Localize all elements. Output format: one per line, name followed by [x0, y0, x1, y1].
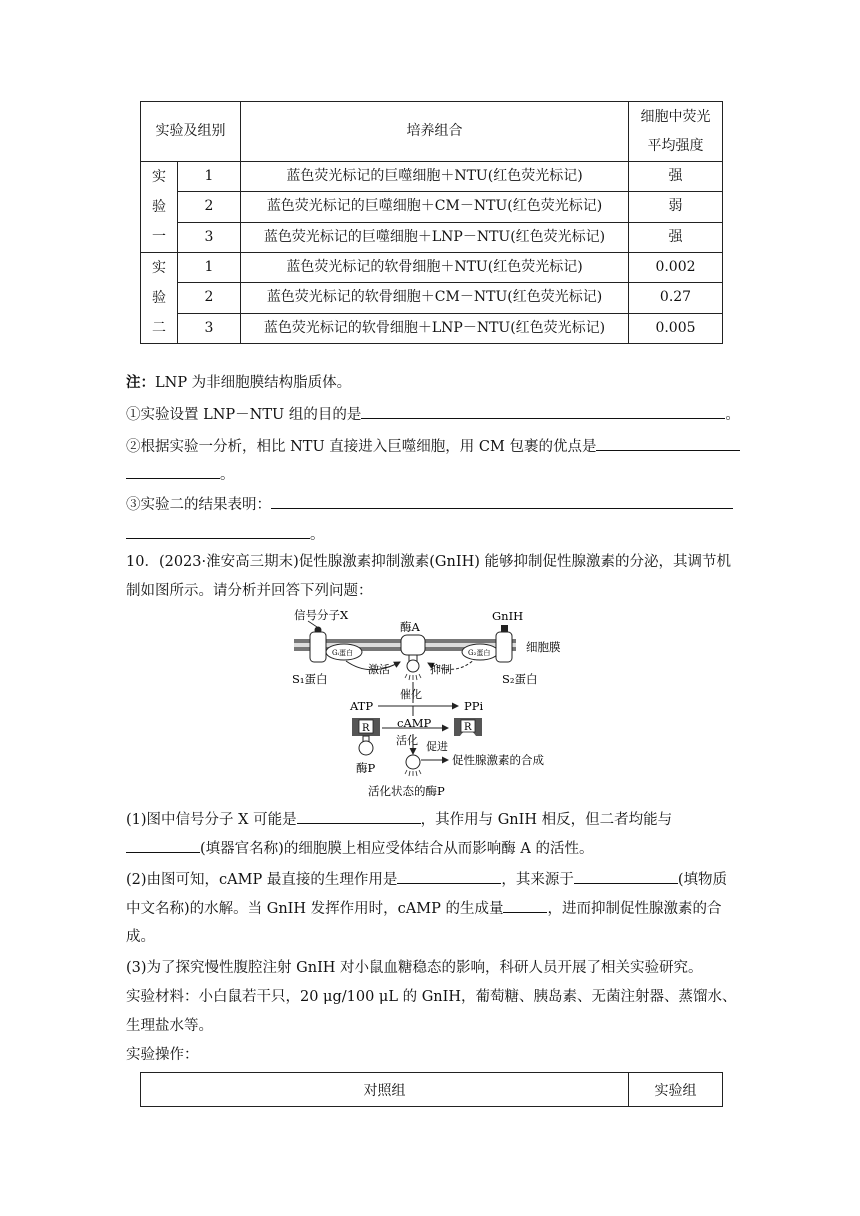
gi-label: Gᵢ蛋白	[332, 649, 353, 657]
sub-question-3	[126, 957, 703, 979]
header-text: 平均强度	[647, 137, 704, 154]
row-number: 3	[178, 313, 241, 343]
materials-line-2	[126, 1015, 213, 1037]
question-text: (3)为了探究慢性腹腔注射 GnIH 对小鼠血糖稳态的影响，科研人员开展了相关实验研究。	[126, 960, 703, 976]
materials-text: 生理盐水等。	[126, 1018, 213, 1034]
table-row	[141, 283, 723, 313]
enzyme-a-label: 酶A	[400, 620, 420, 634]
question-text: (填器官名称)的细胞膜上相应受体结合从而影响酶 A 的活性。	[200, 841, 594, 857]
table-row	[141, 222, 723, 252]
experiment-table	[140, 101, 723, 344]
intensity-cell: 0.002	[629, 253, 723, 283]
answer-blank[interactable]	[397, 867, 501, 884]
table-header-row	[141, 1073, 723, 1107]
combination-cell: 蓝色荧光标记的软骨细胞＋CM－NTU(红色荧光标记)	[241, 283, 629, 313]
row-number: 3	[178, 222, 241, 252]
punctuation: 。	[725, 407, 740, 423]
header-cell: 实验组	[629, 1073, 723, 1107]
problem-text: 制如图所示。请分析并回答下列问题：	[126, 583, 373, 599]
active-enzyme-p	[406, 755, 420, 769]
catalyze-label: 催化	[400, 688, 422, 701]
group-label-char: 二	[152, 320, 166, 336]
question-text: ，其作用与 GnIH 相反，但二者均能与	[420, 812, 673, 828]
answer-blank[interactable]	[596, 434, 740, 451]
enzyme-p	[359, 741, 373, 755]
row-number: 1	[178, 253, 241, 283]
answer-blank[interactable]	[297, 807, 421, 824]
question-2-cont	[126, 462, 235, 486]
s2-receptor	[496, 632, 512, 662]
s1-receptor	[310, 632, 326, 662]
header-cell: 培养组合	[241, 102, 629, 162]
note-line	[126, 372, 351, 394]
group-label-char: 实	[152, 169, 166, 185]
table-row	[141, 162, 723, 192]
materials-line	[126, 986, 737, 1008]
active-p-rays	[405, 770, 421, 776]
question-text: ，进而抑制促性腺激素的合	[547, 901, 722, 917]
note-label: 注：	[126, 374, 155, 391]
group-label	[141, 162, 178, 253]
question-text: (1)图中信号分子 X 可能是	[126, 812, 297, 828]
intensity-cell: 0.27	[629, 283, 723, 313]
intensity-cell: 弱	[629, 192, 723, 222]
activate-label: 激活	[368, 663, 390, 676]
ppi-label: PPi	[464, 699, 484, 713]
question-text: (填物质	[677, 872, 728, 888]
table-header-row	[141, 102, 723, 162]
signal-pathway-diagram	[280, 606, 580, 801]
question-text: ②根据实验一分析，相比 NTU 直接进入巨噬细胞，用 CM 包裹的优点是	[126, 439, 597, 455]
group-label-char: 实	[152, 260, 166, 276]
promote-label: 促进	[426, 740, 448, 753]
row-number: 2	[178, 283, 241, 313]
question-3-cont	[126, 522, 325, 546]
g2-label: G₂蛋白	[468, 649, 491, 657]
signal-x-label: 信号分子X	[294, 608, 349, 622]
question-text: ①实验设置 LNP－NTU 组的目的是	[126, 407, 362, 423]
enzyme-p-label: 酶P	[356, 761, 376, 775]
operation-table	[140, 1072, 723, 1107]
operation-label: 实验操作：	[126, 1047, 199, 1063]
membrane-label: 细胞膜	[526, 640, 561, 654]
problem-10-line1	[126, 551, 731, 573]
s1-label: S₁蛋白	[292, 672, 328, 686]
header-text: 细胞中荧光	[640, 108, 711, 125]
question-text: (2)由图可知，cAMP 最直接的生理作用是	[126, 872, 398, 888]
row-number: 1	[178, 162, 241, 192]
group-label-char: 验	[152, 199, 166, 215]
atp-label: ATP	[350, 699, 374, 713]
answer-blank[interactable]	[126, 462, 220, 479]
problem-10-line2	[126, 580, 373, 602]
question-1	[126, 402, 740, 426]
combination-cell: 蓝色荧光标记的巨噬细胞＋NTU(红色荧光标记)	[241, 162, 629, 192]
header-cell: 对照组	[141, 1073, 629, 1107]
question-text: ③实验二的结果表明：	[126, 497, 271, 513]
r-label: R	[464, 722, 472, 733]
punctuation: 。	[220, 467, 235, 483]
sub-question-1	[126, 807, 672, 831]
camp-label: cAMP	[397, 716, 432, 730]
activation-label: 活化	[396, 734, 418, 747]
operation-line	[126, 1044, 199, 1066]
question-text: ，其来源于	[501, 872, 574, 888]
inhibit-label: 抑制	[430, 663, 452, 676]
combination-cell: 蓝色荧光标记的巨噬细胞＋CM－NTU(红色荧光标记)	[241, 192, 629, 222]
answer-blank[interactable]	[574, 867, 678, 884]
header-cell	[629, 102, 723, 162]
intensity-cell: 强	[629, 222, 723, 252]
question-text: 成。	[126, 929, 155, 945]
combination-cell: 蓝色荧光标记的软骨细胞＋LNP－NTU(红色荧光标记)	[241, 313, 629, 343]
combination-cell: 蓝色荧光标记的巨噬细胞＋LNP－NTU(红色荧光标记)	[241, 222, 629, 252]
answer-blank[interactable]	[126, 836, 200, 853]
sub-question-1-cont	[126, 836, 594, 860]
active-p-label: 活化状态的酶P	[368, 784, 445, 798]
answer-blank[interactable]	[361, 402, 725, 419]
table-row	[141, 253, 723, 283]
question-text: 中文名称)的水解。当 GnIH 发挥作用时，cAMP 的生成量	[126, 901, 504, 917]
header-cell: 实验及组别	[141, 102, 241, 162]
answer-blank[interactable]	[271, 492, 733, 509]
gnih-label: GnIH	[492, 609, 524, 623]
group-label	[141, 253, 178, 344]
r-label: R	[362, 723, 370, 734]
intensity-cell: 强	[629, 162, 723, 192]
materials-text: 实验材料：小白鼠若干只，20 μg/100 μL 的 GnIH，葡萄糖、胰岛素、无菌注射器、蒸馏水、	[126, 989, 737, 1005]
question-2	[126, 434, 740, 458]
combination-cell: 蓝色荧光标记的软骨细胞＋NTU(红色荧光标记)	[241, 253, 629, 283]
note-text: LNP 为非细胞膜结构脂质体。	[155, 375, 352, 391]
intensity-cell: 0.005	[629, 313, 723, 343]
s2-label: S₂蛋白	[502, 672, 538, 686]
sub-question-2-cont2	[126, 926, 155, 948]
table-row	[141, 192, 723, 222]
question-3	[126, 492, 733, 516]
sub-question-2-cont	[126, 896, 721, 920]
enzyme-a-activity-rays	[405, 674, 421, 680]
answer-blank[interactable]	[503, 896, 547, 913]
table-row	[141, 313, 723, 343]
gnih-molecule	[501, 625, 508, 632]
synthesis-label: 促性腺激素的合成	[452, 753, 544, 767]
group-label-char: 验	[152, 290, 166, 306]
sub-question-2	[126, 867, 727, 891]
punctuation: 。	[310, 527, 325, 543]
problem-text: 10．(2023·淮安高三期末)促性腺激素抑制激素(GnIH) 能够抑制促性腺激素的分泌，其调节机	[126, 554, 731, 570]
answer-blank[interactable]	[126, 522, 310, 539]
group-label-char: 一	[152, 229, 166, 245]
enzyme-a	[401, 635, 425, 655]
row-number: 2	[178, 192, 241, 222]
